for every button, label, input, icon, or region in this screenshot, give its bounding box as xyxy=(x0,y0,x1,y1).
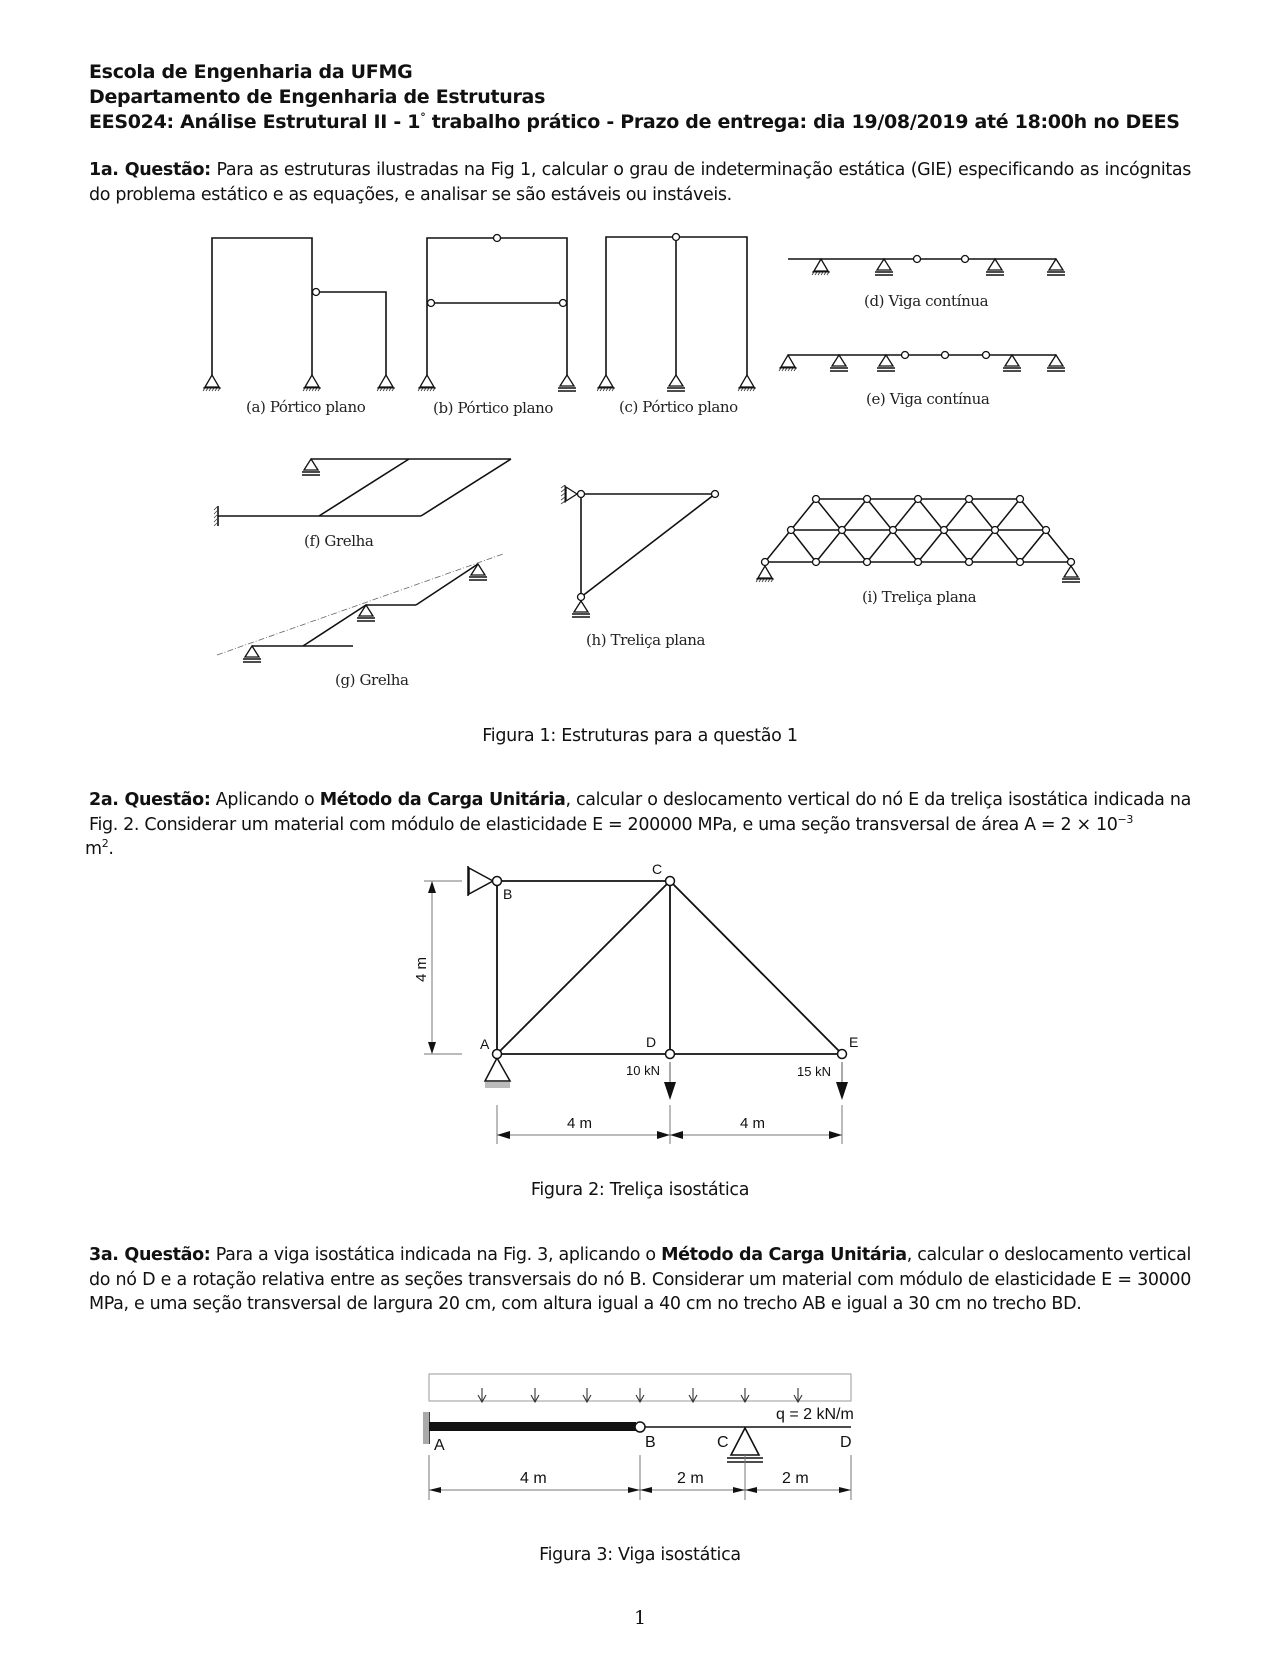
label-b: B xyxy=(503,886,513,902)
hinge-icon xyxy=(428,300,435,307)
hinge-icon xyxy=(578,594,585,601)
pin-support-icon xyxy=(303,375,321,391)
exponent-2: 2 xyxy=(101,837,109,851)
method-name: Método da Carga Unitária xyxy=(661,1245,907,1265)
load-arrows xyxy=(478,1388,802,1402)
pin-support-icon xyxy=(738,375,756,391)
roller-support-icon xyxy=(1003,355,1021,371)
pin-support-icon xyxy=(203,375,221,391)
question-2-text-1: Aplicando o xyxy=(210,790,320,810)
support-b-icon xyxy=(468,866,493,896)
question-1-label: 1a. Questão: xyxy=(89,160,211,180)
hinge-icon xyxy=(902,352,909,359)
pin-support-icon xyxy=(756,566,774,582)
subcaption-i: (i) Treliça plana xyxy=(862,588,977,606)
subcaption-f: (f) Grelha xyxy=(304,532,374,550)
label-d: D xyxy=(646,1034,657,1050)
label-c: C xyxy=(717,1434,729,1451)
roller-support-icon xyxy=(1047,355,1065,371)
roller-support-icon xyxy=(877,355,895,371)
header-department: Departamento de Engenharia de Estruturas xyxy=(89,86,546,108)
span-bc-label: 2 m xyxy=(677,1470,704,1487)
distributed-load xyxy=(429,1374,851,1401)
hinge-icon xyxy=(962,256,969,263)
subcaption-a: (a) Pórtico plano xyxy=(246,398,366,416)
label-a: A xyxy=(434,1437,445,1454)
span-ab-label: 4 m xyxy=(520,1470,547,1487)
figure-1-caption: Figura 1: Estruturas para a questão 1 xyxy=(482,726,798,746)
roller-support-icon xyxy=(1047,259,1065,275)
header-school: Escola de Engenharia da UFMG xyxy=(89,61,413,83)
question-2-unit: m xyxy=(85,839,102,859)
label-a: A xyxy=(480,1036,490,1052)
hinge-icon xyxy=(313,289,320,296)
load-label: q = 2 kN/m xyxy=(776,1406,854,1423)
page-number: 1 xyxy=(633,1607,647,1629)
truss-i xyxy=(765,499,1071,562)
load-arrow-icon xyxy=(836,1062,848,1100)
roller-support-icon xyxy=(302,459,320,475)
hinge-icon xyxy=(942,352,949,359)
figure-1-structures xyxy=(0,0,1280,720)
subcaption-b: (b) Pórtico plano xyxy=(433,399,554,417)
question-1-text: Para as estruturas ilustradas na Fig 1, calcular o grau de indeterminação estática (GIE) especificando as incógnitas do problema estático e as equações, e analisar se são estáveis ou instáveis. xyxy=(89,160,1192,205)
question-3-label: 3a. Questão: xyxy=(89,1245,211,1265)
frame-c xyxy=(606,237,747,375)
question-2 xyxy=(85,788,1192,862)
truss-h xyxy=(581,494,715,597)
fixed-support-icon xyxy=(423,1412,429,1444)
pin-support-icon xyxy=(779,355,797,371)
question-3 xyxy=(89,1243,1191,1317)
grid-g-axis-line xyxy=(217,554,503,655)
roller-support-icon xyxy=(986,259,1004,275)
node-a xyxy=(493,1050,502,1059)
roller-support-icon xyxy=(469,564,487,580)
roller-support-icon xyxy=(243,646,261,662)
question-2-text-2: , calcular o deslocamento vertical do nó E da treliça isostática indicada na Fig. 2. Considerar um material com módulo de elasticidade E = 200000 MPa, e uma seção transversal de área A = 2 × 10 xyxy=(89,790,1192,835)
load-e-label: 15 kN xyxy=(797,1064,831,1079)
grid-f xyxy=(218,459,511,516)
question-2-end: . xyxy=(108,839,114,859)
label-e: E xyxy=(849,1034,859,1050)
dimension-height xyxy=(424,881,462,1054)
hinge-icon xyxy=(673,234,680,241)
node-d xyxy=(666,1050,675,1059)
support-a-icon xyxy=(485,1058,510,1088)
roller-support-icon xyxy=(875,259,893,275)
roller-support-icon xyxy=(1062,566,1080,582)
hinge-icon xyxy=(712,491,719,498)
beam-ab xyxy=(429,1422,636,1431)
subcaption-h: (h) Treliça plana xyxy=(586,631,706,649)
subcaption-d: (d) Viga contínua xyxy=(864,292,989,310)
question-3-text-2: , calcular o deslocamento vertical do nó D e a rotação relativa entre as seções transversais do nó B. Considerar um material com módulo de elasticidade E = 30000 MPa, e uma seção transversal de largura 20 cm, com altura igual a 40 cm no trecho AB e igual a 30 cm no trecho BD. xyxy=(89,1245,1192,1314)
subcaption-g: (g) Grelha xyxy=(335,671,409,689)
roller-support-icon xyxy=(357,605,375,621)
frame-a xyxy=(212,238,386,375)
pin-support-icon xyxy=(418,375,436,391)
pin-support-icon xyxy=(812,259,830,275)
question-3-text-1: Para a viga isostática indicada na Fig. 3, aplicando o xyxy=(210,1245,662,1265)
subcaption-c: (c) Pórtico plano xyxy=(619,398,738,416)
roller-support-icon xyxy=(667,375,685,391)
fixed-support-icon xyxy=(214,506,218,526)
dimension-spans xyxy=(429,1455,851,1500)
hinge-icon xyxy=(560,300,567,307)
label-c: C xyxy=(652,861,663,877)
hinge-icon xyxy=(494,235,501,242)
hinge-b-icon xyxy=(635,1422,645,1432)
span-2-label: 4 m xyxy=(740,1115,766,1132)
frame-b xyxy=(427,238,567,375)
load-d-label: 10 kN xyxy=(626,1063,660,1078)
roller-support-icon xyxy=(830,355,848,371)
course-title: EES024: Análise Estrutural II - 1 xyxy=(89,111,421,133)
side-pin-support-icon xyxy=(561,485,577,504)
question-2-label: 2a. Questão: xyxy=(89,790,211,810)
label-d: D xyxy=(840,1434,852,1451)
node-c xyxy=(666,877,675,886)
degree-symbol: ° xyxy=(420,110,426,124)
figure-2-caption: Figura 2: Treliça isostática xyxy=(530,1180,750,1200)
grid-g xyxy=(252,564,478,646)
dimension-spans xyxy=(497,1105,842,1144)
pin-support-icon xyxy=(377,375,395,391)
hinge-icon xyxy=(578,491,585,498)
load-arrow-icon xyxy=(664,1062,676,1100)
subcaption-e: (e) Viga contínua xyxy=(866,390,990,408)
roller-support-icon xyxy=(572,601,590,617)
figure-3-caption: Figura 3: Viga isostática xyxy=(539,1545,741,1565)
exponent: −3 xyxy=(1117,812,1134,826)
label-b: B xyxy=(645,1434,656,1451)
method-name: Método da Carga Unitária xyxy=(319,790,566,810)
node-e xyxy=(838,1050,847,1059)
roller-support-icon xyxy=(558,375,576,391)
pin-support-icon xyxy=(597,375,615,391)
span-cd-label: 2 m xyxy=(782,1470,809,1487)
span-1-label: 4 m xyxy=(567,1115,593,1132)
deadline-text: trabalho prático - Prazo de entrega: dia 19/08/2019 até 18:00h no DEES xyxy=(425,111,1180,133)
hinge-icon xyxy=(914,256,921,263)
roller-support-c-icon xyxy=(727,1428,763,1462)
node-b xyxy=(493,877,502,886)
hinge-icon xyxy=(983,352,990,359)
height-label: 4 m xyxy=(413,956,430,982)
